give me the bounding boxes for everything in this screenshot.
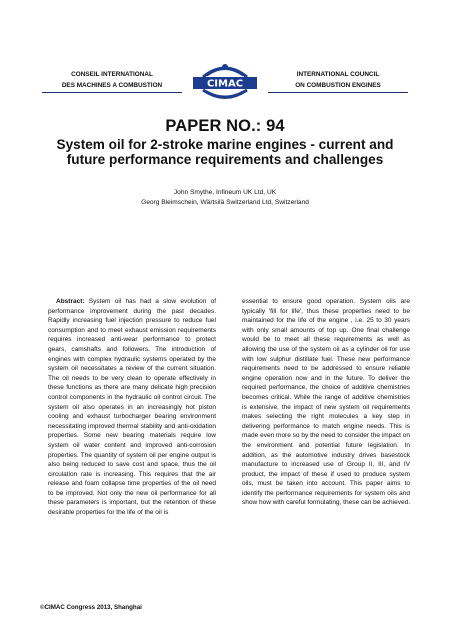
authors [40,188,410,207]
abstract-text-right: essential to ensure good operation. System oils are typically 'fill for life', thus these properties need to be maintained for the life of the engine , i.e. 25 to 30 years with only small amounts of top up. One final challenge would be to meet all these requirements as well as allowing the use of the system oil as a cylinder oil for use with low sulphur distillate fuel. These new performance requirements need to be addressed to ensure reliable engine operation now and in the future. To deliver the required performance, the choice of additive chemistries becomes critical. While the range of additive chemistries is extensive, the impact of new system oil requirements makes selecting the right molecules a key step in delivering performance to match engine needs. This is made even more so by the need to consider the impact on the environment and potential future legislation. In addition, as the automotive industry drives basestock manufacture to increased use of Group II, III, and IV product, the impact of these if used to produce system oils, must be taken into account. This paper aims to identify the performance requirements for system oils and show how with careful formulating, these can be achieved. [242,298,411,507]
abstract-text-left: System oil has had a slow evolution of performance improvement during the past decades. Rapidly increasing fuel injection pressure to reduce fuel consumption and to meet exhaust emission requirements requires increased anti-wear performance to protect gears, camshafts and followers. The introduction of engines with complex hydraulic systems operated by the system oil necessitates a review of the current situation. The oil needs to be very clean to operate effectively in these functions as there are many delicate high precision control components in the hydraulic oil control circuit. The system oil also operates in an increasingly hot piston cooling and exhaust turbocharger bearing environment necessitating improved thermal stability and anti-oxidation properties. Some new bearing materials require low system oil water content and improved anti-corrosion properties. The quantity of system oil per engine output is also being reduced to save cost and space, thus the oil circulation rate is increasing. This requires that the air release and foam collapse time properties of the oil need to be improved. Not only the new oil performance for all these parameters is important, but the retention of these desirable properties for the life of the oil is [48,298,217,517]
abstract-column-left [48,297,216,518]
header-left [42,69,182,91]
cimac-logo [188,59,262,103]
header-right [268,69,408,91]
header-left-rule [42,92,182,93]
paper-title: System oil for 2-stroke marine engines - current and future performance requirements and challenges [56,137,394,168]
author-line-2: Georg Bleimschein, Wärtsilä Switzerland Ltd, Switzerland [141,198,309,206]
header-right-rule [268,92,408,93]
header-right-line1: INTERNATIONAL COUNCIL [296,71,380,78]
paper-number: PAPER NO.: 94 [165,117,285,135]
logo-text: CIMAC [206,78,244,90]
footer-copyright: ©CIMAC Congress 2013, Shanghai [40,604,142,611]
abstract-label: Abstract: [56,298,85,305]
abstract-column-right [242,297,410,508]
header-left-line2: DES MACHINES A COMBUSTION [61,82,163,89]
author-line-1: John Smythe, Infineum UK Ltd, UK [173,189,277,196]
header-right-line2: ON COMBUSTION ENGINES [295,82,381,89]
header-left-line1: CONSEIL INTERNATIONAL [71,71,153,78]
